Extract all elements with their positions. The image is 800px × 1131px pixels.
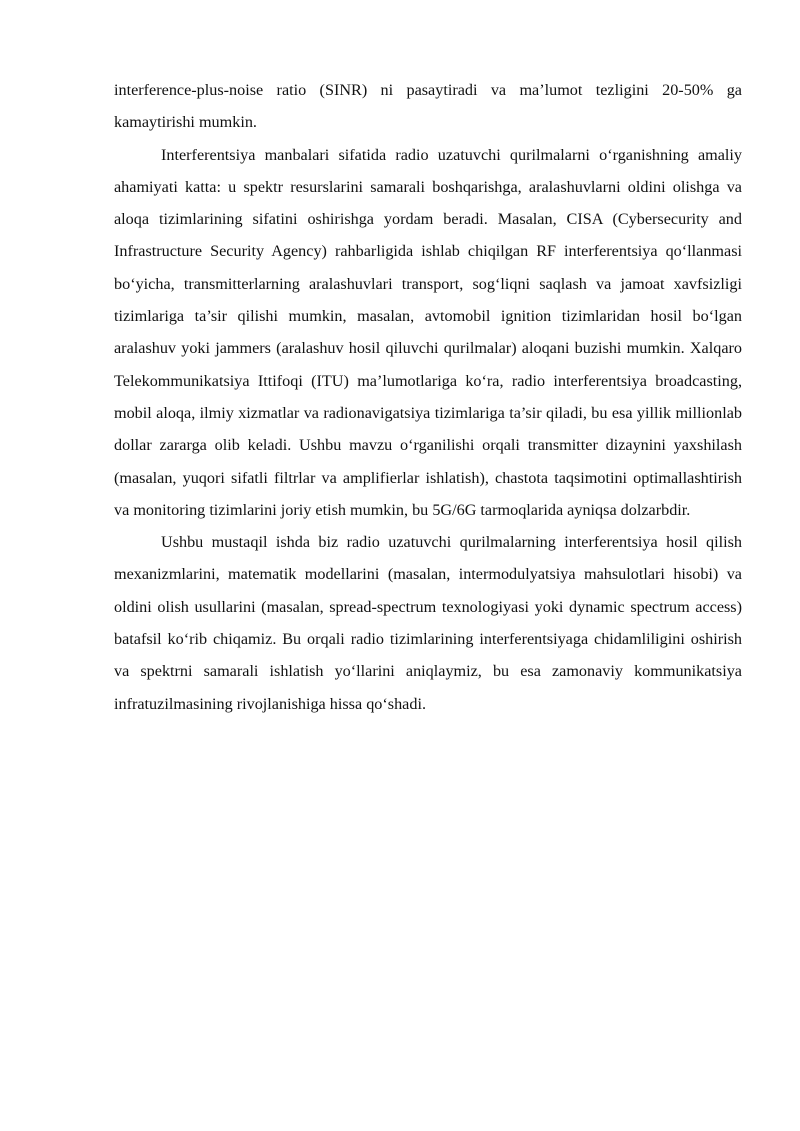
- document-body: [114, 74, 742, 720]
- paragraph-work-scope: Ushbu mustaqil ishda biz radio uzatuvchi qurilmalarning interferentsiya hosil qilish mexanizmlarini, matematik modellarini (masalan, intermodulyatsiya mahsulotlari hisobi) va oldini olish usullarini (masalan, spread-spectrum texnologiyasi yoki dynamic spectrum access) batafsil ko‘rib chiqamiz. Bu orqali radio tizimlarining interferentsiyaga chidamliligini oshirish va spektrni samarali ishlatish yo‘llarini aniqlaymiz, bu esa zamonaviy kommunikatsiya infratuzilmasining rivojlanishiga hissa qo‘shadi.: [114, 533, 742, 713]
- paragraph-practical-importance: Interferentsiya manbalari sifatida radio uzatuvchi qurilmalarni o‘rganishning amaliy ahamiyati katta: u spektr resurslarini samarali boshqarishga, aralashuvlarni oldini olishga va aloqa tizimlarining sifatini oshirishga yordam beradi. Masalan, CISA (Cybersecurity and Infrastructure Security Agency) rahbarligida ishlab chiqilgan RF interferentsiya qo‘llanmasi bo‘yicha, transmitterlarning aralashuvlari transport, sog‘liqni saqlash va jamoat xavfsizligi tizimlariga ta’sir qilishi mumkin, masalan, avtomobil ignition tizimlaridan hosil bo‘lgan aralashuv yoki jammers (aralashuv hosil qiluvchi qurilmalar) aloqani buzishi mumkin. Xalqaro Telekommunikatsiya Ittifoqi (ITU) ma’lumotlariga ko‘ra, radio interferentsiya broadcasting, mobil aloqa, ilmiy xizmatlar va radionavigatsiya tizimlariga ta’sir qiladi, bu esa yillik millionlab dollar zararga olib keladi. Ushbu mavzu o‘rganilishi orqali transmitter dizaynini yaxshilash (masalan, yuqori sifatli filtrlar va amplifierlar ishlatish), chastota taqsimotini optimallashtirish va monitoring tizimlarini joriy etish mumkin, bu 5G/6G tarmoqlarida ayniqsa dolzarbdir.: [114, 145, 742, 519]
- paragraph-continuation: interference-plus-noise ratio (SINR) ni pasaytiradi va ma’lumot tezligini 20-50% ga kamaytirishi mumkin.: [114, 81, 742, 132]
